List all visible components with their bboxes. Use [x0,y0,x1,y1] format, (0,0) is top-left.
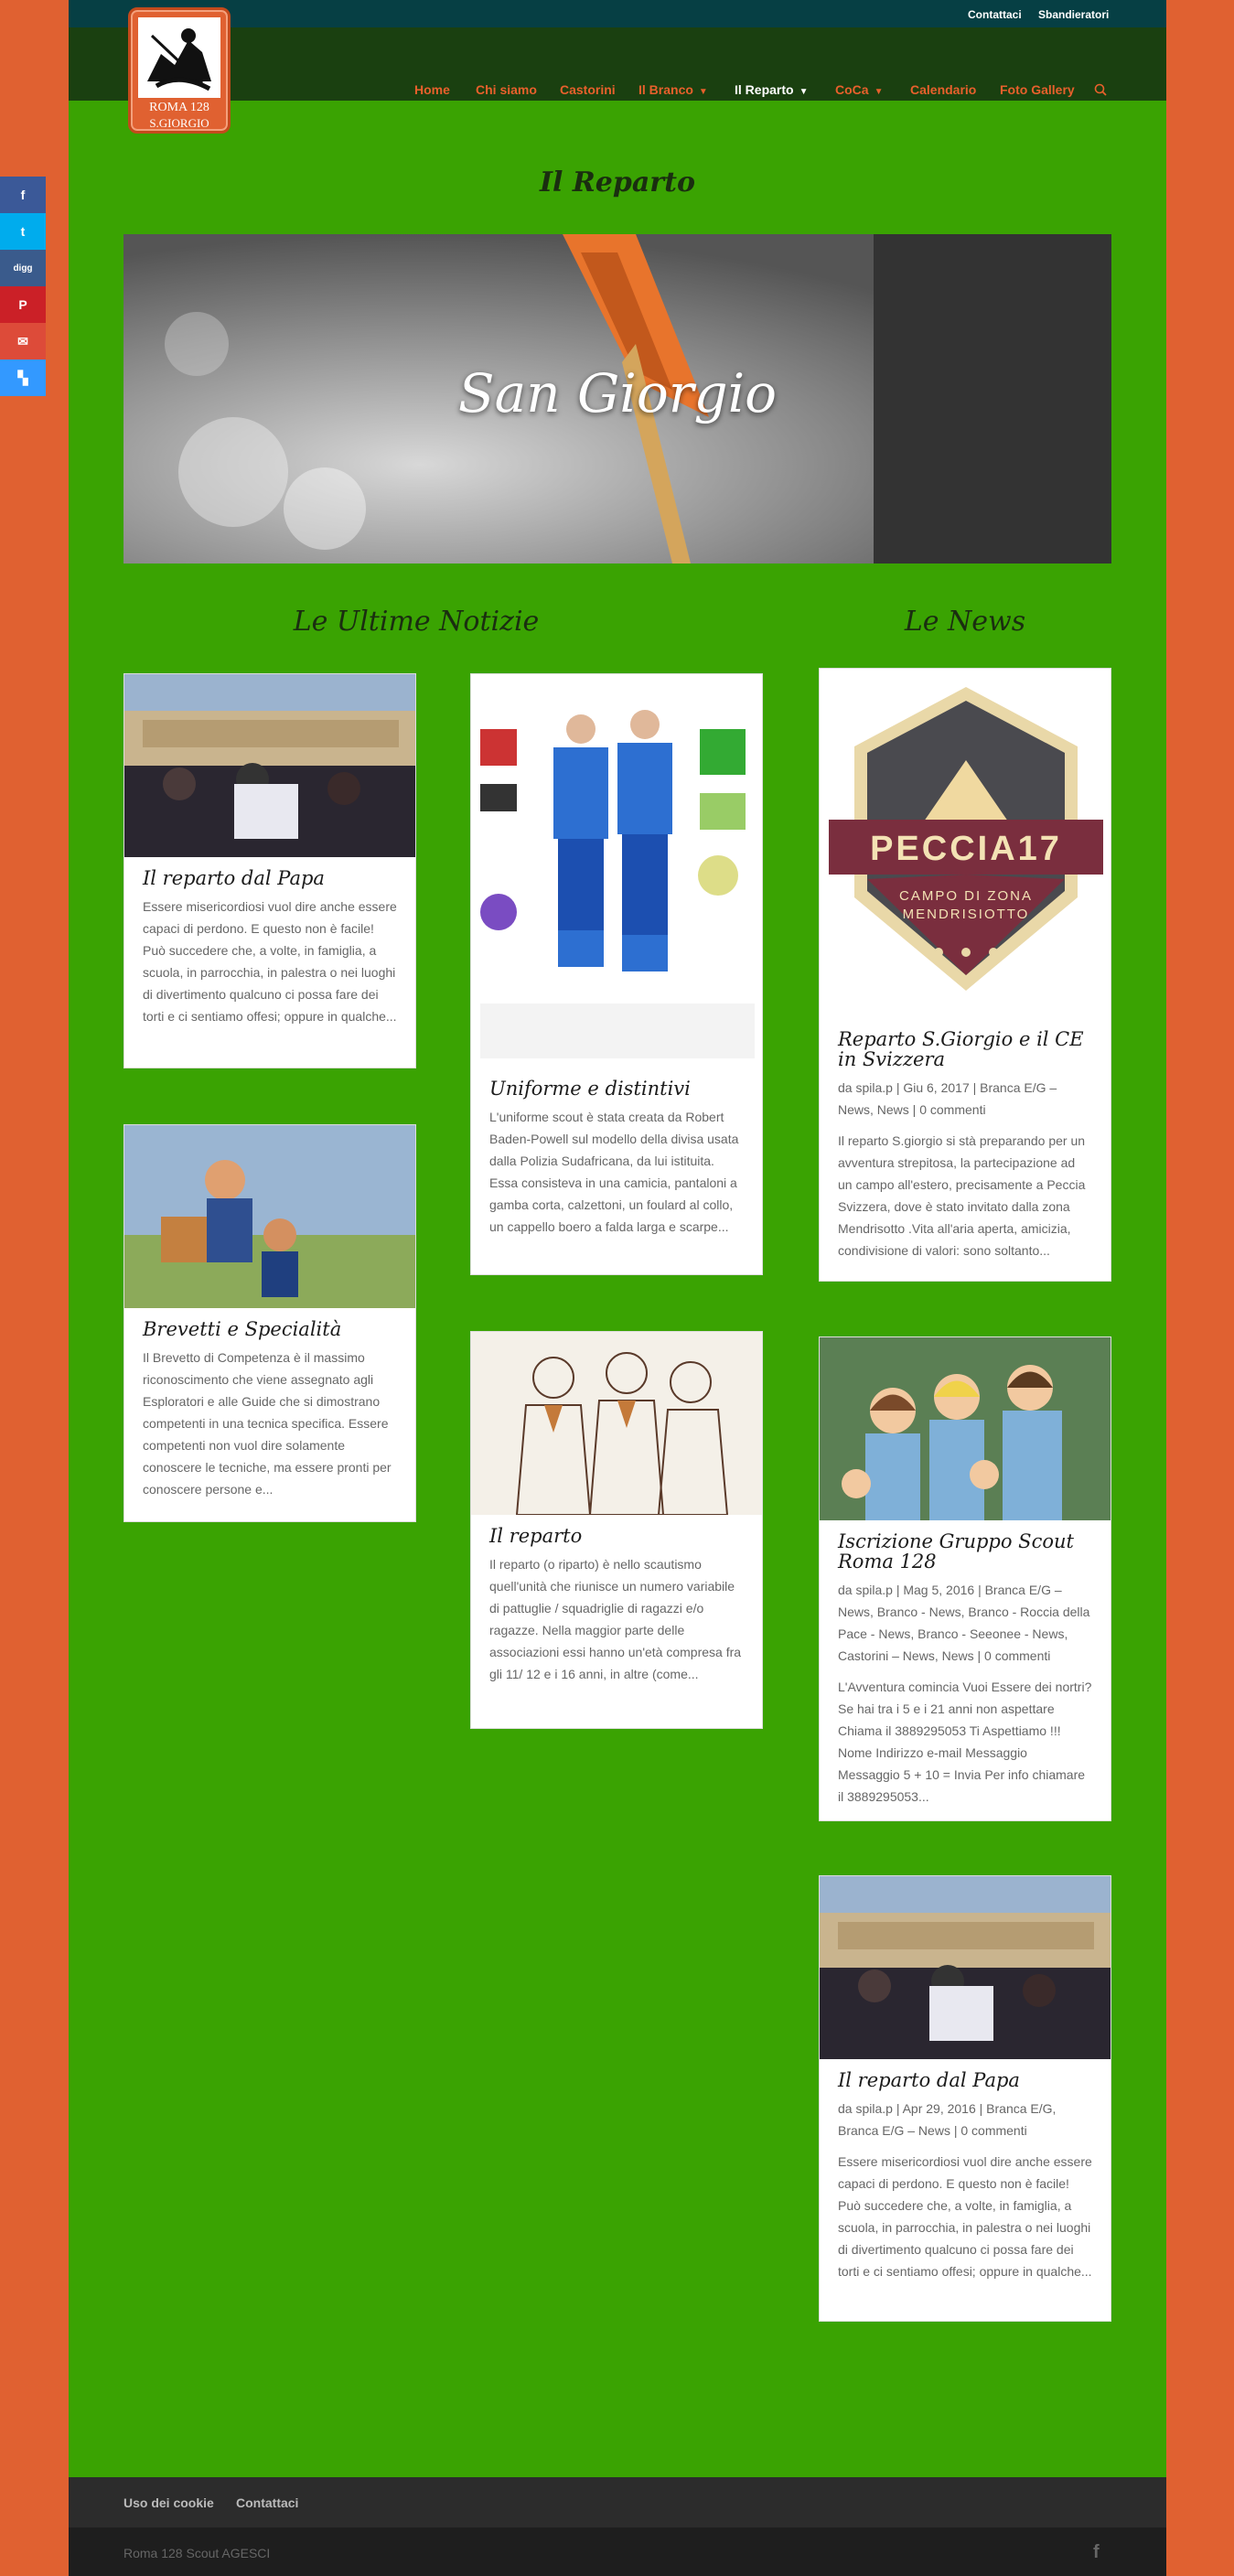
page-title: Il Reparto [540,166,695,199]
facebook-icon: f [20,188,26,202]
news-excerpt: Essere misericordiosi vuol dire anche essere capaci di perdono. E questo non è facile! Può succedere che, a volte, in famiglia, a scuola, in parrocchia, in palestra o nei luoghi di divertimento qualcuno ci possa fare dei torti e ci sentiamo offesi; oppure in qualche... [838,2154,1092,2279]
hero-title: San Giorgio [457,362,778,424]
logo-line2: S.GIORGIO [149,116,209,130]
email-share-button[interactable] [0,323,46,360]
nav-chi-siamo[interactable]: Chi siamo [476,82,537,97]
news-thumbnail[interactable] [820,1876,1111,2059]
footer-menu [69,2477,1166,2528]
nav-il-reparto[interactable] [735,82,808,97]
nav-foto-gallery[interactable]: Foto Gallery [1000,82,1075,97]
pinterest-share-button[interactable] [0,286,46,323]
email-icon: ✉ [17,333,28,349]
digg-icon: digg [13,263,33,274]
main-header [69,27,1166,101]
chevron-down-icon: ▼ [874,87,884,97]
peccia-badge-sub1: CAMPO DI ZONA [898,888,1033,904]
digg-share-button[interactable] [0,250,46,286]
site-logo[interactable] [128,7,231,134]
chevron-down-icon: ▼ [799,87,809,97]
news-thumbnail[interactable] [820,1337,1111,1520]
news-excerpt: L'Avventura comincia Vuoi Essere dei nortri? Se hai tra i 5 e i 21 anni non aspettare Chiama il 3889295053 Ti Aspettiamo !!! Nome Indirizzo e-mail Messaggio Messaggio 5 + 10 = Invia Per info chiamare il 3889295053... [838,1680,1092,1804]
peccia-badge-sub2: MENDRISIOTTO [902,907,1030,922]
post-card[interactable] [470,1331,763,1729]
news-meta: da spila.p | Apr 29, 2016 | Branca E/G, Branca E/G – News | 0 commenti [838,2101,1057,2138]
post-thumbnail[interactable] [471,1332,762,1515]
nav-il-branco[interactable] [638,82,708,97]
footer-cookie-link[interactable]: Uso dei cookie [123,2496,214,2510]
logo-line1: ROMA 128 [149,101,209,114]
peccia-badge-title: PECCIA17 [870,830,1062,868]
footer-copyright: Roma 128 Scout AGESCI [123,2546,271,2560]
post-thumbnail[interactable] [124,674,415,857]
news-title[interactable]: Reparto S.Giorgio e il CE in Svizzera [838,1028,1084,1070]
facebook-share-button[interactable] [0,177,46,213]
post-excerpt: Il Brevetto di Competenza è il massimo riconoscimento che viene assegnato agli Esploratori e alle Guide che si dimostrano competenti in una tecnica specifica. Essere competenti non vuol dire solamente conoscere le tecniche, ma essere pronti per conoscere persone e... [143,1350,392,1497]
latest-news-heading: Le Ultime Notizie [293,606,540,638]
footer-bottom [69,2528,1166,2576]
pinterest-icon: P [18,297,27,312]
post-title[interactable]: Uniforme e distintivi [489,1078,691,1100]
news-card[interactable] [819,668,1111,1282]
post-card[interactable] [123,1124,416,1522]
news-meta: da spila.p | Giu 6, 2017 | Branca E/G – News, News | 0 commenti [838,1080,1057,1117]
delicious-share-button[interactable] [0,360,46,396]
news-meta: da spila.p | Mag 5, 2016 | Branca E/G – News, Branco - News, Branco - Roccia della Pace - News, Branco - Seeonee - News, Castorini – News, News | 0 commenti [838,1583,1090,1663]
search-icon[interactable] [1094,83,1107,96]
twitter-share-button[interactable] [0,213,46,250]
news-heading: Le News [904,606,1026,638]
nav-coca[interactable] [835,82,883,97]
news-card[interactable] [819,1875,1111,2322]
top-bar [69,0,1166,27]
delicious-icon: ▚ [17,370,28,385]
chevron-down-icon: ▼ [698,87,708,97]
post-excerpt: L'uniforme scout è stata creata da Robert Baden-Powell sul modello della divisa usata dalla Polizia Sudafricana, da lui istituita. Essa consisteva in una camicia, pantaloni a gamba corta, calzettoni, un foulard al collo, un cappello boero a falda larga e scarpe... [489,1110,739,1234]
post-title[interactable]: Brevetti e Specialità [143,1318,342,1340]
facebook-icon[interactable]: f [1093,2542,1100,2562]
hero-banner [123,234,1111,564]
post-title[interactable]: Il reparto [489,1525,583,1547]
news-title[interactable]: Iscrizione Gruppo Scout Roma 128 [838,1530,1074,1572]
nav-il-branco-label: Il Branco [638,82,693,97]
twitter-icon: t [20,224,26,239]
footer-contact-link[interactable]: Contattaci [236,2496,299,2510]
post-thumbnail[interactable] [124,1125,415,1308]
news-title[interactable]: Il reparto dal Papa [838,2069,1020,2091]
post-card[interactable] [123,673,416,1068]
st-george-emblem [138,17,220,98]
post-card[interactable] [470,673,763,1275]
nav-castorini[interactable]: Castorini [560,82,616,97]
nav-home[interactable]: Home [414,82,450,97]
post-thumbnail[interactable] [471,674,762,1068]
topbar-contact-link[interactable]: Contattaci [968,8,1022,21]
topbar-sbandieratori-link[interactable]: Sbandieratori [1038,8,1110,21]
post-title[interactable]: Il reparto dal Papa [143,867,325,889]
nav-il-reparto-label: Il Reparto [735,82,794,97]
news-thumbnail[interactable] [820,669,1111,1018]
nav-calendario[interactable]: Calendario [910,82,977,97]
news-excerpt: Il reparto S.giorgio si stà preparando per un avventura strepitosa, la partecipazione ad un campo all'estero, precisamente a Peccia Svizzera, dove è stato invitato dalla zona Mendrisotto .Vita all'aria aperta, amicizia, condivisione di valori: sono soltanto... [838,1133,1086,1258]
post-excerpt: Il reparto (o riparto) è nello scautismo quell'unità che riunisce un numero variabile di pattuglie / squadriglie di ragazzi e/o ragazze. Nella maggior parte delle associazioni essi hanno un'età compresa fra gli 11/ 12 e i 16 anni, in altre (come... [489,1557,742,1681]
page-container [69,0,1166,2576]
news-card[interactable] [819,1336,1111,1821]
post-excerpt: Essere misericordiosi vuol dire anche essere capaci di perdono. E questo non è facile! Può succedere che, a volte, in famiglia, a scuola, in parrocchia, in palestra o nei luoghi di divertimento qualcuno ci possa fare dei torti e ci sentiamo offesi; oppure in qualche... [143,899,397,1024]
nav-coca-label: CoCa [835,82,869,97]
